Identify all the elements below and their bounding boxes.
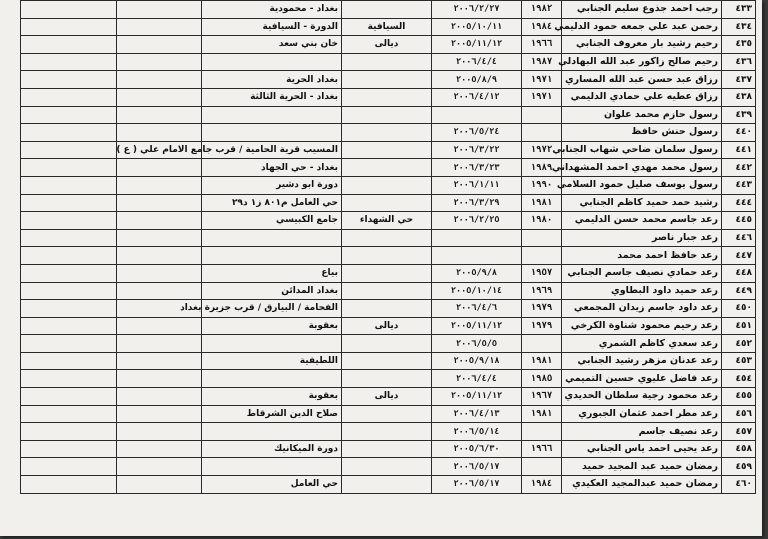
cell-empty (117, 53, 202, 71)
cell-date: ٢٠٠٦/٣/٢٢ (432, 141, 522, 159)
cell-empty (21, 440, 117, 458)
cell-name: رعد مطر احمد عثمان الجبوري (562, 405, 722, 423)
table-row (21, 88, 756, 106)
cell-date: ٢٠٠٦/٢/٢٥ (432, 212, 522, 230)
cell-num: ٤٣٦ (722, 53, 756, 71)
cell-empty (21, 194, 117, 212)
cell-gov (342, 352, 432, 370)
cell-empty (21, 370, 117, 388)
cell-gov (342, 53, 432, 71)
cell-year: ١٩٨٤ (522, 18, 562, 36)
cell-year: ١٩٨٤ (522, 476, 562, 494)
cell-num: ٤٤٩ (722, 282, 756, 300)
cell-empty (117, 124, 202, 142)
table-row (21, 176, 756, 194)
cell-addr: دورة الميكانيك (202, 440, 342, 458)
cell-name: رعد حافظ احمد محمد (562, 247, 722, 265)
cell-num: ٤٥٦ (722, 405, 756, 423)
cell-empty (21, 423, 117, 441)
cell-num: ٤٤٦ (722, 229, 756, 247)
cell-gov (342, 282, 432, 300)
cell-addr (202, 229, 342, 247)
cell-name: رسول حازم محمد علوان (562, 106, 722, 124)
cell-num: ٤٥٣ (722, 352, 756, 370)
cell-date: ٢٠٠٦/٤/٤ (432, 370, 522, 388)
cell-empty (21, 317, 117, 335)
cell-name: رعد نصيف جاسم (562, 423, 722, 441)
cell-addr: بعقوبة (202, 388, 342, 406)
cell-gov: حي الشهداء (342, 212, 432, 230)
table-row (21, 212, 756, 230)
cell-addr: اللطيفية (202, 352, 342, 370)
table-row (21, 282, 756, 300)
cell-gov (342, 423, 432, 441)
cell-name: رحيم صالح زاكور عبد الله البهادلي (562, 53, 722, 71)
table-row (21, 317, 756, 335)
cell-empty (117, 247, 202, 265)
cell-num: ٤٣٥ (722, 36, 756, 54)
cell-empty (21, 212, 117, 230)
cell-year: ١٩٨١ (522, 352, 562, 370)
table-row (21, 36, 756, 54)
cell-addr (202, 106, 342, 124)
cell-num: ٤٤٣ (722, 176, 756, 194)
cell-name: رعد رحيم محمود شناوة الكرخي (562, 317, 722, 335)
cell-num: ٤٤٥ (722, 212, 756, 230)
cell-year: ١٩٧٩ (522, 300, 562, 318)
cell-date: ٢٠٠٦/٤/٦ (432, 300, 522, 318)
cell-name: رعد جاسم محمد حسن الدليمي (562, 212, 722, 230)
cell-empty (117, 352, 202, 370)
table-row (21, 53, 756, 71)
table-row (21, 159, 756, 177)
cell-addr: بعقوبة (202, 317, 342, 335)
cell-addr: المسيب قرية الحامية / قرب جامع الامام علي ( ع ) (202, 141, 342, 159)
table-row (21, 352, 756, 370)
table-row (21, 476, 756, 494)
cell-name: رعد محمود رجية سلطان الحديدي (562, 388, 722, 406)
cell-num: ٤٤١ (722, 141, 756, 159)
cell-empty (117, 176, 202, 194)
cell-gov (342, 264, 432, 282)
cell-date: ٢٠٠٦/٤/٤ (432, 53, 522, 71)
cell-empty (117, 106, 202, 124)
cell-date: ٢٠٠٦/٣/٢٣ (432, 159, 522, 177)
cell-gov (342, 247, 432, 265)
cell-empty (117, 476, 202, 494)
cell-date: ٢٠٠٥/١١/١٢ (432, 388, 522, 406)
cell-gov: ديالى (342, 317, 432, 335)
cell-year: ١٩٥٧ (522, 264, 562, 282)
cell-addr: حي العامل م٨٠١ ز١ د٢٩ (202, 194, 342, 212)
cell-empty (117, 264, 202, 282)
cell-num: ٤٤٨ (722, 264, 756, 282)
table-row (21, 141, 756, 159)
cell-addr (202, 458, 342, 476)
cell-date: ٢٠٠٦/٣/٢٩ (432, 194, 522, 212)
cell-empty (21, 352, 117, 370)
cell-name: رمضان حميد عبد المجيد حميد (562, 458, 722, 476)
table-row (21, 370, 756, 388)
cell-year (522, 124, 562, 142)
cell-num: ٤٥٥ (722, 388, 756, 406)
table-row (21, 440, 756, 458)
cell-empty (117, 317, 202, 335)
cell-empty (117, 159, 202, 177)
cell-empty (21, 141, 117, 159)
cell-empty (117, 212, 202, 230)
cell-name: رعد حمادي نصيف جاسم الجنابي (562, 264, 722, 282)
cell-addr: بغداد المدائن (202, 282, 342, 300)
table-row (21, 405, 756, 423)
cell-date: ٢٠٠٥/٨/٩ (432, 71, 522, 89)
cell-year (522, 458, 562, 476)
cell-gov (342, 106, 432, 124)
cell-date: ٢٠٠٥/١١/١٢ (432, 317, 522, 335)
cell-name: رعد عدنان مزهر رشيد الجنابي (562, 352, 722, 370)
cell-year: ١٩٦٧ (522, 388, 562, 406)
cell-num: ٤٥٨ (722, 440, 756, 458)
cell-name: رسول يوسف صليل حمود السلامي (562, 176, 722, 194)
cell-addr: حي العامل (202, 476, 342, 494)
cell-empty (21, 36, 117, 54)
cell-num: ٤٤٤ (722, 194, 756, 212)
cell-empty (117, 282, 202, 300)
cell-year: ١٩٨٩ (522, 159, 562, 177)
cell-empty (21, 405, 117, 423)
cell-empty (21, 1, 117, 19)
cell-empty (117, 405, 202, 423)
cell-gov (342, 194, 432, 212)
cell-num: ٤٥٩ (722, 458, 756, 476)
cell-gov (342, 229, 432, 247)
cell-addr: بغداد - الحرية الثالثة (202, 88, 342, 106)
cell-name: رعد سعدي كاظم الشمري (562, 335, 722, 353)
cell-empty (21, 388, 117, 406)
cell-year (522, 423, 562, 441)
cell-date: ٢٠٠٦/٥/١٧ (432, 458, 522, 476)
table-row (21, 1, 756, 19)
cell-gov (342, 458, 432, 476)
cell-addr (202, 335, 342, 353)
cell-num: ٤٥٠ (722, 300, 756, 318)
cell-empty (117, 440, 202, 458)
cell-empty (21, 476, 117, 494)
records-body (21, 1, 756, 494)
cell-year: ١٩٩٠ (522, 176, 562, 194)
cell-num: ٤٣٧ (722, 71, 756, 89)
cell-name: رمضان حميد عبدالمجيد العكيدي (562, 476, 722, 494)
cell-name: رعد حميد داود البطاوي (562, 282, 722, 300)
cell-name: رسول حنش حافظ (562, 124, 722, 142)
cell-empty (117, 18, 202, 36)
table-row (21, 388, 756, 406)
table-row (21, 247, 756, 265)
cell-num: ٤٣٣ (722, 1, 756, 19)
cell-name: رحمن عبد علي جمعه حمود الدليمي (562, 18, 722, 36)
cell-num: ٤٤٧ (722, 247, 756, 265)
cell-date: ٢٠٠٦/٤/١٢ (432, 88, 522, 106)
cell-date (432, 247, 522, 265)
cell-empty (21, 88, 117, 106)
cell-num: ٤٥٧ (722, 423, 756, 441)
cell-empty (21, 124, 117, 142)
cell-date: ٢٠٠٦/٤/١٣ (432, 405, 522, 423)
cell-empty (117, 71, 202, 89)
cell-name: رعد يحيى احمد ياس الجنابي (562, 440, 722, 458)
table-row (21, 194, 756, 212)
cell-year: ١٩٧٢ (522, 141, 562, 159)
cell-name: رعد فاضل عليوي حسين التميمي (562, 370, 722, 388)
cell-addr: صلاح الدين الشرقاط (202, 405, 342, 423)
cell-name: رحيم رشيد بار معروف الجنابي (562, 36, 722, 54)
cell-addr: خان بني سعد (202, 36, 342, 54)
cell-empty (21, 264, 117, 282)
cell-addr (202, 423, 342, 441)
records-table (20, 0, 756, 494)
cell-addr (202, 370, 342, 388)
cell-empty (21, 53, 117, 71)
table-row (21, 458, 756, 476)
cell-addr: دورة ابو دشير (202, 176, 342, 194)
cell-date: ٢٠٠٦/٢/٢٧ (432, 1, 522, 19)
cell-date: ٢٠٠٥/٩/١٨ (432, 352, 522, 370)
cell-gov (342, 176, 432, 194)
cell-year: ١٩٨١ (522, 405, 562, 423)
cell-empty (21, 176, 117, 194)
cell-empty (21, 71, 117, 89)
cell-num: ٤٤٢ (722, 159, 756, 177)
cell-addr: الدورة - السيافية (202, 18, 342, 36)
cell-empty (117, 335, 202, 353)
cell-year: ١٩٨٧ (522, 53, 562, 71)
cell-gov (342, 141, 432, 159)
cell-addr (202, 247, 342, 265)
table-row (21, 264, 756, 282)
cell-date: ٢٠٠٥/٦/٣٠ (432, 440, 522, 458)
cell-empty (117, 194, 202, 212)
cell-num: ٤٥٤ (722, 370, 756, 388)
cell-date: ٢٠٠٥/١١/١٢ (432, 36, 522, 54)
cell-addr: الفحامة / البيارق / قرب جزيرة بغداد (202, 300, 342, 318)
cell-num: ٤٦٠ (722, 476, 756, 494)
cell-addr: بغداد - محمودية (202, 1, 342, 19)
cell-addr (202, 124, 342, 142)
cell-num: ٤٥٢ (722, 335, 756, 353)
cell-gov (342, 159, 432, 177)
cell-gov: ديالى (342, 388, 432, 406)
table-row (21, 71, 756, 89)
cell-empty (117, 229, 202, 247)
cell-empty (117, 1, 202, 19)
cell-num: ٤٣٤ (722, 18, 756, 36)
cell-year (522, 229, 562, 247)
cell-date (432, 106, 522, 124)
cell-year: ١٩٨٢ (522, 1, 562, 19)
cell-empty (21, 458, 117, 476)
cell-date: ٢٠٠٥/١٠/١٤ (432, 282, 522, 300)
cell-year: ١٩٦٦ (522, 36, 562, 54)
cell-num: ٤٣٩ (722, 106, 756, 124)
cell-gov (342, 88, 432, 106)
cell-date: ٢٠٠٦/٥/٥ (432, 335, 522, 353)
cell-num: ٤٥١ (722, 317, 756, 335)
cell-gov (342, 300, 432, 318)
table-row (21, 229, 756, 247)
cell-empty (21, 18, 117, 36)
cell-year: ١٩٧١ (522, 88, 562, 106)
cell-date: ٢٠٠٦/١/١١ (432, 176, 522, 194)
cell-year: ١٩٨٠ (522, 212, 562, 230)
cell-name: رشيد حمد حميد كاظم الجنابي (562, 194, 722, 212)
cell-gov (342, 124, 432, 142)
cell-empty (117, 88, 202, 106)
cell-empty (117, 36, 202, 54)
cell-year: ١٩٧١ (522, 71, 562, 89)
cell-name: رزاق عطيه علي حمادي الدليمي (562, 88, 722, 106)
cell-gov: السيافية (342, 18, 432, 36)
cell-empty (117, 423, 202, 441)
cell-gov (342, 370, 432, 388)
cell-name: رسول محمد مهدي احمد المشهداني (562, 159, 722, 177)
cell-gov (342, 405, 432, 423)
cell-year (522, 106, 562, 124)
cell-date: ٢٠٠٦/٥/١٧ (432, 476, 522, 494)
cell-year (522, 247, 562, 265)
cell-empty (21, 106, 117, 124)
cell-date: ٢٠٠٥/١٠/١١ (432, 18, 522, 36)
cell-year: ١٩٦٦ (522, 440, 562, 458)
table-row (21, 300, 756, 318)
cell-empty (117, 370, 202, 388)
table-row (21, 124, 756, 142)
cell-empty (21, 247, 117, 265)
cell-gov (342, 71, 432, 89)
cell-empty (21, 282, 117, 300)
cell-addr: بغداد - حي الجهاد (202, 159, 342, 177)
cell-date (432, 229, 522, 247)
cell-year: ١٩٦٩ (522, 282, 562, 300)
table-row (21, 18, 756, 36)
table-row (21, 335, 756, 353)
cell-num: ٤٣٨ (722, 88, 756, 106)
cell-gov (342, 1, 432, 19)
cell-gov (342, 440, 432, 458)
cell-gov: ديالى (342, 36, 432, 54)
table-row (21, 423, 756, 441)
cell-empty (21, 229, 117, 247)
cell-name: رعد داود جاسم زيدان المجمعي (562, 300, 722, 318)
cell-addr: بياع (202, 264, 342, 282)
cell-name: رزاق عبد حسن عبد الله المساري (562, 71, 722, 89)
cell-name: رعد جبار ناصر (562, 229, 722, 247)
cell-empty (21, 159, 117, 177)
cell-date: ٢٠٠٦/٥/٢٤ (432, 124, 522, 142)
cell-year (522, 335, 562, 353)
cell-name: رسول سلمان ضاحي شهاب الجنابي (562, 141, 722, 159)
cell-empty (117, 458, 202, 476)
cell-year: ١٩٧٩ (522, 317, 562, 335)
cell-empty (117, 388, 202, 406)
cell-empty (21, 300, 117, 318)
cell-num: ٤٤٠ (722, 124, 756, 142)
cell-addr: بغداد الحرية (202, 71, 342, 89)
cell-year: ١٩٨٥ (522, 370, 562, 388)
table-row (21, 106, 756, 124)
cell-name: رجب احمد جذوع سليم الجنابي (562, 1, 722, 19)
cell-addr: جامع الكبيسي (202, 212, 342, 230)
cell-year: ١٩٨١ (522, 194, 562, 212)
cell-date: ٢٠٠٥/٩/٨ (432, 264, 522, 282)
cell-gov (342, 335, 432, 353)
cell-gov (342, 476, 432, 494)
cell-empty (21, 335, 117, 353)
cell-date: ٢٠٠٦/٥/١٤ (432, 423, 522, 441)
cell-addr (202, 53, 342, 71)
